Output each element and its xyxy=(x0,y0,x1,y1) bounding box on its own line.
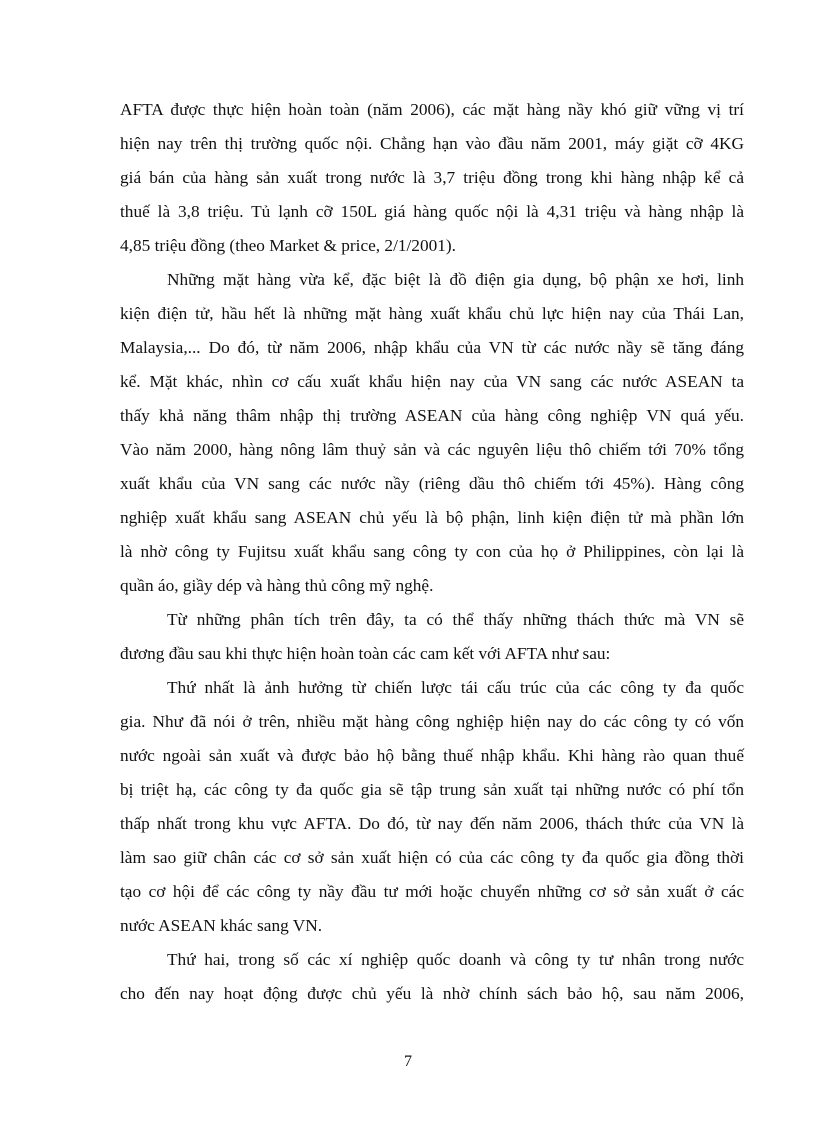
text-line: Thứ nhất là ảnh hưởng từ chiến lược tái cấu trúc của các công ty đa quốc xyxy=(167,678,744,697)
text-line: quần áo, giầy dép và hàng thủ công mỹ nghệ. xyxy=(120,576,434,595)
text-line: thấy khả năng thâm nhập thị trường ASEAN của hàng công nghiệp VN quá yếu. xyxy=(120,406,744,425)
text-line: Từ những phân tích trên đây, ta có thể thấy những thách thức mà VN sẽ xyxy=(167,610,744,629)
page-number: 7 xyxy=(404,1053,412,1070)
text-line: cho đến nay hoạt động được chủ yếu là nhờ chính sách bảo hộ, sau năm 2006, xyxy=(120,984,744,1003)
text-line: kiện điện tử, hầu hết là những mặt hàng xuất khẩu chủ lực hiện nay của Thái Lan, xyxy=(120,304,744,323)
text-line: làm sao giữ chân các cơ sở sản xuất hiện có của các công ty đa quốc gia đồng thời xyxy=(120,848,744,867)
text-line: 4,85 triệu đồng (theo Market & price, 2/1/2001). xyxy=(120,236,456,255)
text-line: kể. Mặt khác, nhìn cơ cấu xuất khẩu hiện nay của VN sang các nước ASEAN ta xyxy=(120,372,744,391)
text-line: nước ngoài sản xuất và được bảo hộ bằng thuế nhập khẩu. Khi hàng rào quan thuế xyxy=(120,746,744,765)
text-line: xuất khẩu của VN sang các nước nầy (riêng dầu thô chiếm tới 45%). Hàng công xyxy=(120,474,744,493)
text-line: thấp nhất trong khu vực AFTA. Do đó, từ nay đến năm 2006, thách thức của VN là xyxy=(120,814,744,833)
text-line: Những mặt hàng vừa kể, đặc biệt là đồ điện gia dụng, bộ phận xe hơi, linh xyxy=(167,270,744,289)
text-line: đương đầu sau khi thực hiện hoàn toàn các cam kết với AFTA như sau: xyxy=(120,644,611,663)
text-line: hiện nay trên thị trường quốc nội. Chẳng hạn vào đầu năm 2001, máy giặt cỡ 4KG xyxy=(120,134,744,153)
text-line: nghiệp xuất khẩu sang ASEAN chủ yếu là bộ phận, linh kiện điện tử mà phần lớn xyxy=(120,508,744,527)
text-line: tạo cơ hội để các công ty nầy đầu tư mới hoặc chuyển những cơ sở sản xuất ở các xyxy=(120,882,744,901)
text-line: Malaysia,... Do đó, từ năm 2006, nhập khẩu của VN từ các nước nầy sẽ tăng đáng xyxy=(120,338,744,357)
text-line: nước ASEAN khác sang VN. xyxy=(120,916,323,935)
text-line: gia. Như đã nói ở trên, nhiều mặt hàng công nghiệp hiện nay do các công ty có vốn xyxy=(120,712,744,731)
text-line: giá bán của hàng sản xuất trong nước là 3,7 triệu đồng trong khi hàng nhập kể cả xyxy=(120,168,744,187)
text-line: Thứ hai, trong số các xí nghiệp quốc doanh và công ty tư nhân trong nước xyxy=(167,950,744,969)
text-line: AFTA được thực hiện hoàn toàn (năm 2006), các mặt hàng nầy khó giữ vững vị trí xyxy=(120,100,744,119)
text-line: thuế là 3,8 triệu. Tủ lạnh cỡ 150L giá hàng quốc nội là 4,31 triệu và hàng nhập là xyxy=(120,202,744,221)
text-line: bị triệt hạ, các công ty đa quốc gia sẽ tập trung sản xuất tại những nước có phí tổn xyxy=(120,780,744,799)
text-line: Vào năm 2000, hàng nông lâm thuỷ sản và các nguyên liệu thô chiếm tới 70% tổng xyxy=(120,440,744,459)
body-text xyxy=(120,98,744,1016)
text-line: là nhờ công ty Fujitsu xuất khẩu sang công ty con của họ ở Philippines, còn lại là xyxy=(120,542,744,561)
